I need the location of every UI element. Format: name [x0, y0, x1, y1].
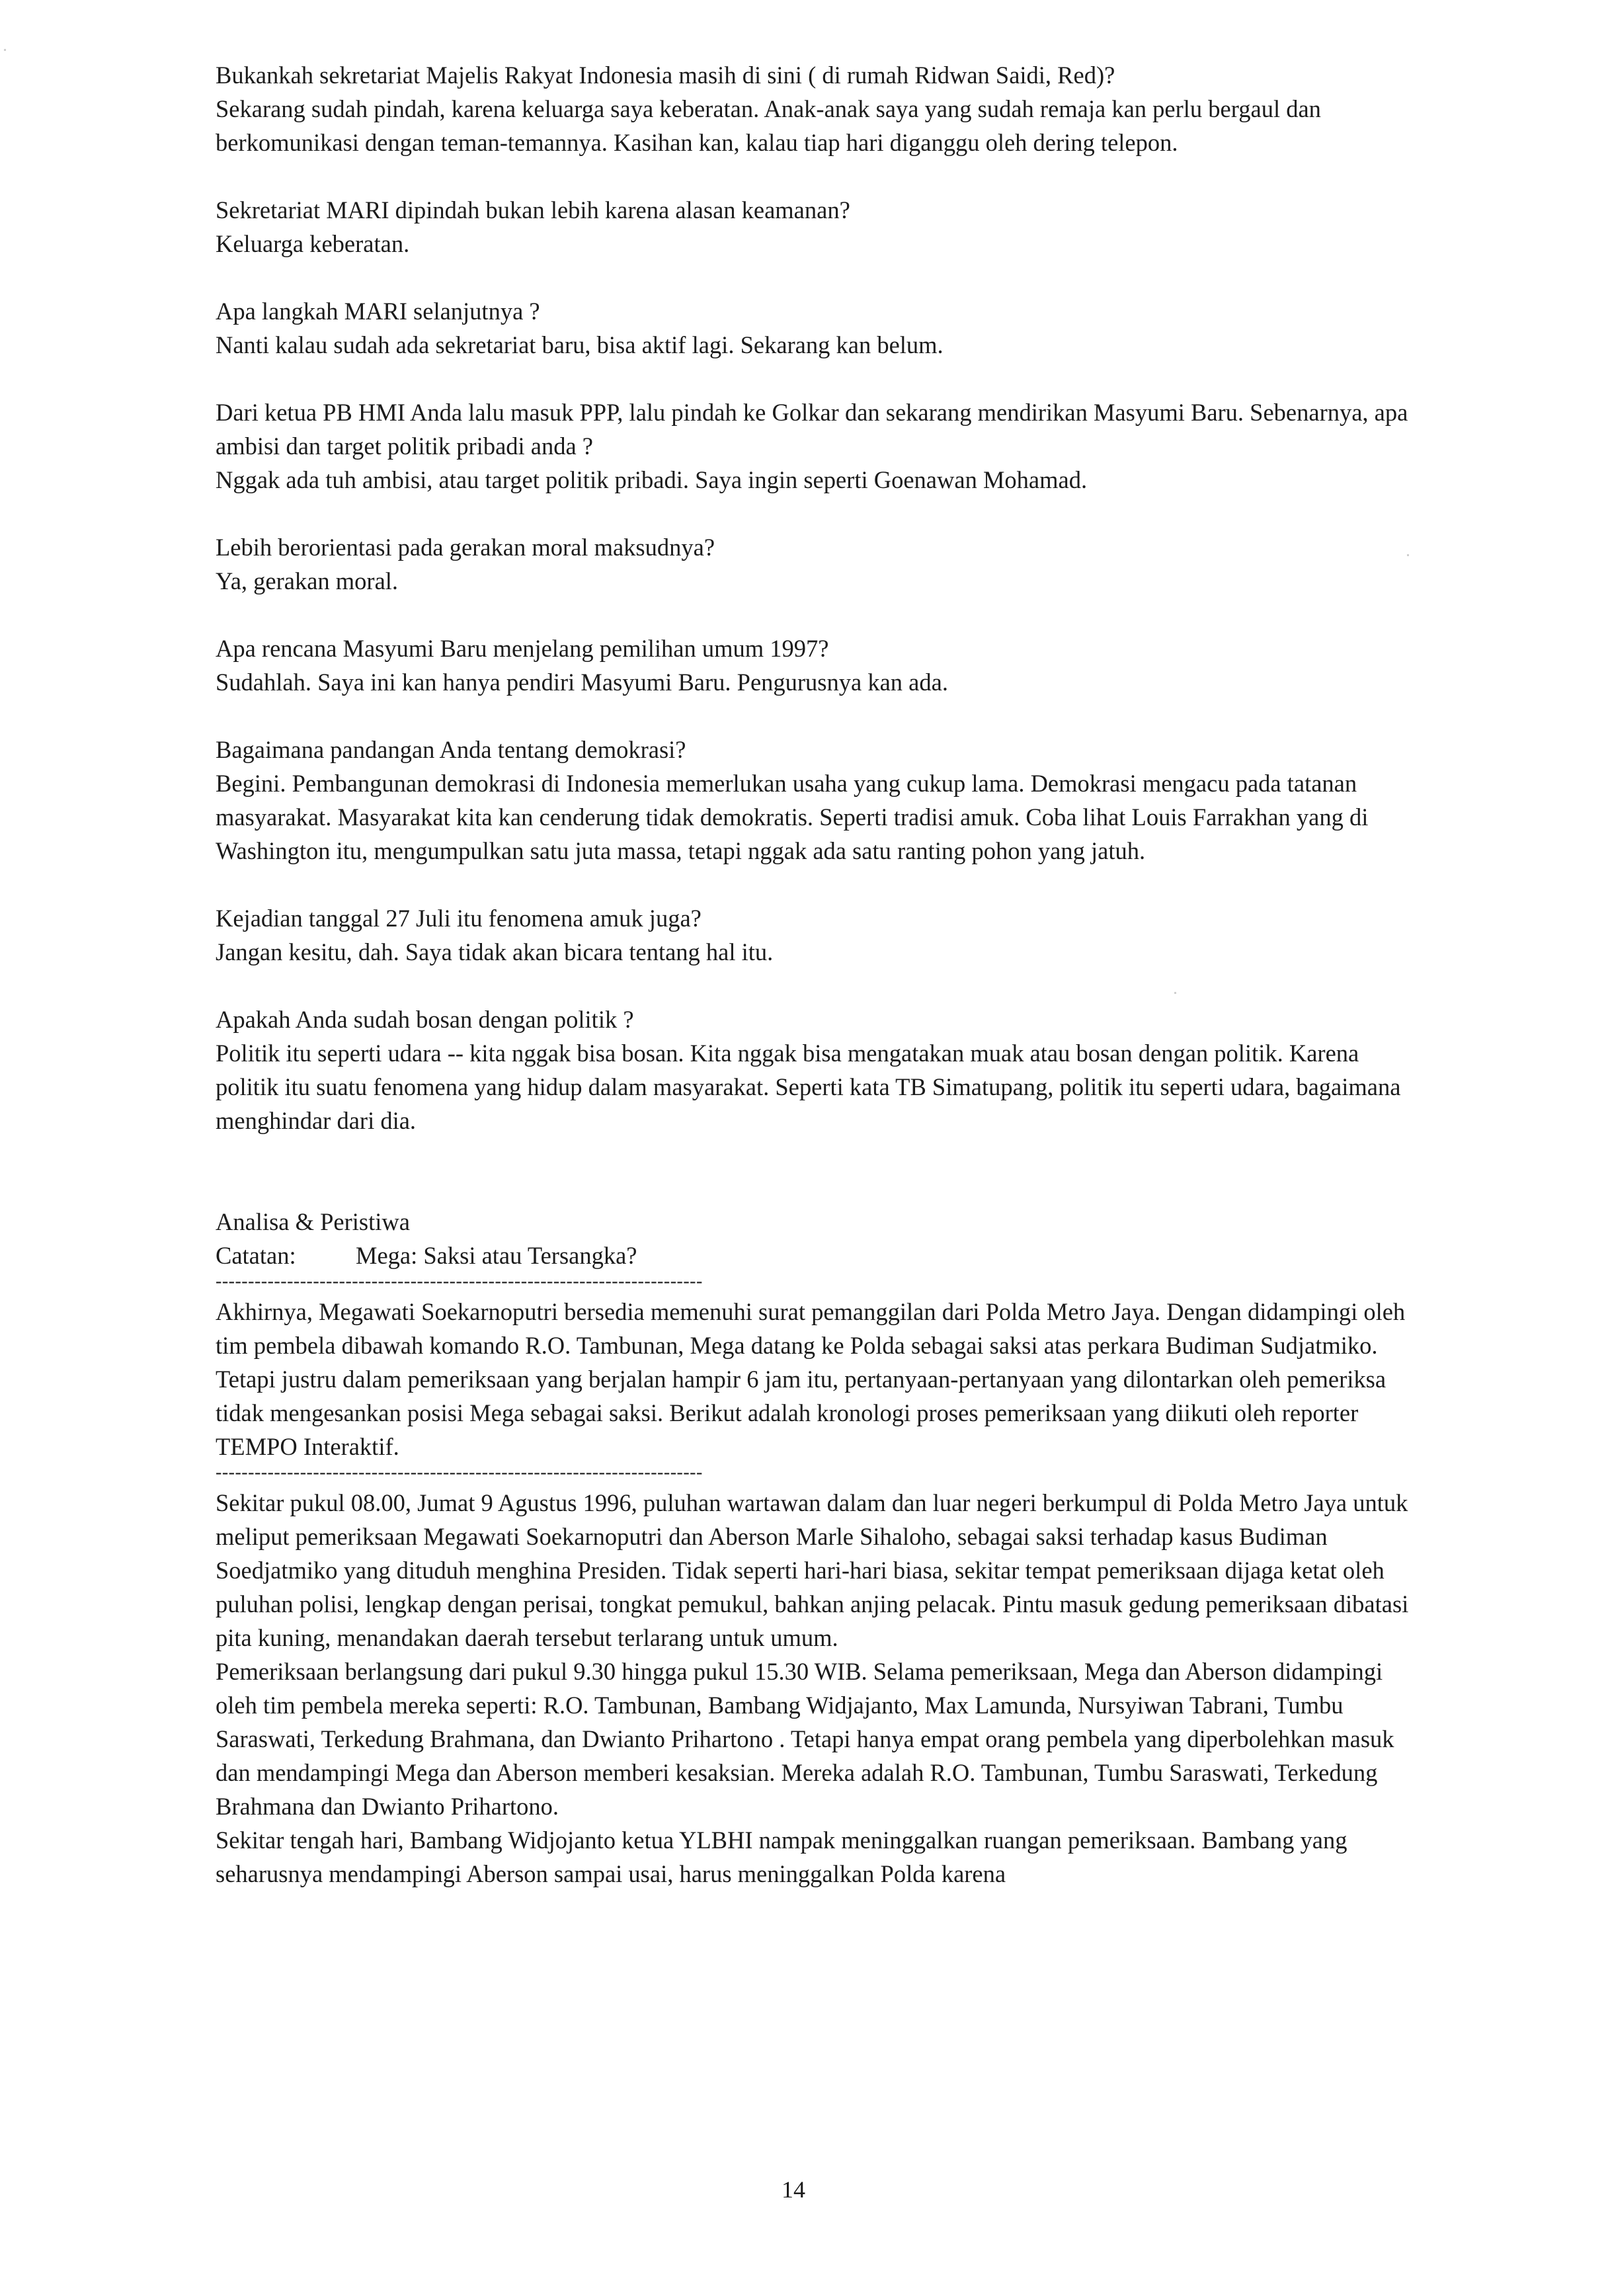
question: Bukankah sekretariat Majelis Rakyat Indonesia masih di sini ( di rumah Ridwan Saidi, Red)?	[216, 62, 1115, 89]
question: Bagaimana pandangan Anda tentang demokrasi?	[216, 736, 686, 763]
catatan-title: Mega: Saksi atau Tersangka?	[356, 1242, 637, 1269]
page-body	[216, 58, 1419, 1891]
question: Sekretariat MARI dipindah bukan lebih karena alasan keamanan?	[216, 196, 850, 224]
qa-block	[216, 193, 1419, 261]
qa-block	[216, 1003, 1419, 1137]
intro-paragraph: Akhirnya, Megawati Soekarnoputri bersedia memenuhi surat pemanggilan dari Polda Metro Jaya. Dengan didampingi oleh tim pembela dibawah komando R.O. Tambunan, Mega datang ke Polda sebagai saksi atas perkara Budiman Sudjatmiko. Tetapi justru dalam pemeriksaan yang berjalan hampir 6 jam itu, pertanyaan-pertanyaan yang dilontarkan oleh pemeriksa tidak mengesankan posisi Mega sebagai saksi. Berikut adalah kronologi proses pemeriksaan yang diikuti oleh reporter TEMPO Interaktif.	[216, 1298, 1406, 1460]
scan-speck	[4, 49, 6, 51]
section-heading: Analisa & Peristiwa	[216, 1208, 410, 1235]
qa-block	[216, 632, 1419, 699]
answer: Keluarga keberatan.	[216, 230, 410, 257]
qa-block	[216, 530, 1419, 598]
answer: Begini. Pembangunan demokrasi di Indonesia memerlukan usaha yang cukup lama. Demokrasi mengacu pada tatanan masyarakat. Masyarakat kita kan cenderung tidak demokratis. Seperti tradisi amuk. Coba lihat Louis Farrakhan yang di Washington itu, mengumpulkan satu juta massa, tetapi nggak ada satu ranting pohon yang jatuh.	[216, 770, 1369, 864]
catatan-line	[216, 1239, 1419, 1272]
body-paragraph: Sekitar tengah hari, Bambang Widjojanto ketua YLBHI nampak meninggalkan ruangan pemeriksaan. Bambang yang seharusnya mendampingi Aberson sampai usai, harus meninggalkan Polda karena	[216, 1826, 1347, 1887]
qa-block	[216, 395, 1419, 497]
body-paragraph: Pemeriksaan berlangsung dari pukul 9.30 hingga pukul 15.30 WIB. Selama pemeriksaan, Mega dan Aberson didampingi oleh tim pembela mereka seperti: R.O. Tambunan, Bambang Widjajanto, Max Lamunda, Nursyiwan Tabrani, Tumbu Saraswati, Terkedung Brahmana, dan Dwianto Prihartono . Tetapi hanya empat orang pembela yang diperbolehkan masuk dan mendampingi Mega dan Aberson memberi kesaksian. Mereka adalah R.O. Tambunan, Tumbu Saraswati, Terkedung Brahmana dan Dwianto Prihartono.	[216, 1658, 1394, 1820]
analysis-section	[216, 1205, 1419, 1891]
question: Kejadian tanggal 27 Juli itu fenomena amuk juga?	[216, 905, 702, 932]
qa-block	[216, 294, 1419, 362]
question: Dari ketua PB HMI Anda lalu masuk PPP, lalu pindah ke Golkar dan sekarang mendirikan Masyumi Baru. Sebenarnya, apa ambisi dan target politik pribadi anda ?	[216, 399, 1408, 460]
answer: Nanti kalau sudah ada sekretariat baru, bisa aktif lagi. Sekarang kan belum.	[216, 331, 944, 358]
question: Apa langkah MARI selanjutnya ?	[216, 298, 540, 325]
catatan-label: Catatan:	[216, 1242, 296, 1269]
qa-block	[216, 901, 1419, 969]
question: Lebih berorientasi pada gerakan moral maksudnya?	[216, 534, 715, 561]
body-paragraph: Sekitar pukul 08.00, Jumat 9 Agustus 1996, puluhan wartawan dalam dan luar negeri berkumpul di Polda Metro Jaya untuk meliput pemeriksaan Megawati Soekarnoputri dan Aberson Marle Sihaloho, sebagai saksi terhadap kasus Budiman Soedjatmiko yang dituduh menghina Presiden. Tidak seperti hari-hari biasa, sekitar tempat pemeriksaan dijaga ketat oleh puluhan polisi, lengkap dengan perisai, tongkat pemukul, bahkan anjing pelacak. Pintu masuk gedung pemeriksaan dibatasi pita kuning, menandakan daerah tersebut terlarang untuk umum.	[216, 1489, 1409, 1651]
answer: Ya, gerakan moral.	[216, 567, 399, 594]
answer: Politik itu seperti udara -- kita nggak bisa bosan. Kita nggak bisa mengatakan muak atau bosan dengan politik. Karena politik itu suatu fenomena yang hidup dalam masyarakat. Seperti kata TB Simatupang, politik itu seperti udara, bagaimana menghindar dari dia.	[216, 1040, 1401, 1134]
answer: Sekarang sudah pindah, karena keluarga saya keberatan. Anak-anak saya yang sudah remaja kan perlu bergaul dan berkomunikasi dengan teman-temannya. Kasihan kan, kalau tiap hari diganggu oleh dering telepon.	[216, 95, 1321, 156]
question: Apakah Anda sudah bosan dengan politik ?	[216, 1006, 634, 1033]
page-number: 14	[782, 2176, 805, 2203]
qa-block	[216, 733, 1419, 868]
answer: Sudahlah. Saya ini kan hanya pendiri Masyumi Baru. Pengurusnya kan ada.	[216, 669, 948, 696]
question: Apa rencana Masyumi Baru menjelang pemilihan umum 1997?	[216, 635, 829, 662]
qa-block	[216, 58, 1419, 159]
divider: ---------------------------------------------------------------------------	[216, 1272, 703, 1292]
answer: Jangan kesitu, dah. Saya tidak akan bicara tentang hal itu.	[216, 938, 774, 965]
answer: Nggak ada tuh ambisi, atau target politik pribadi. Saya ingin seperti Goenawan Mohamad.	[216, 466, 1088, 493]
divider: ---------------------------------------------------------------------------	[216, 1463, 703, 1483]
